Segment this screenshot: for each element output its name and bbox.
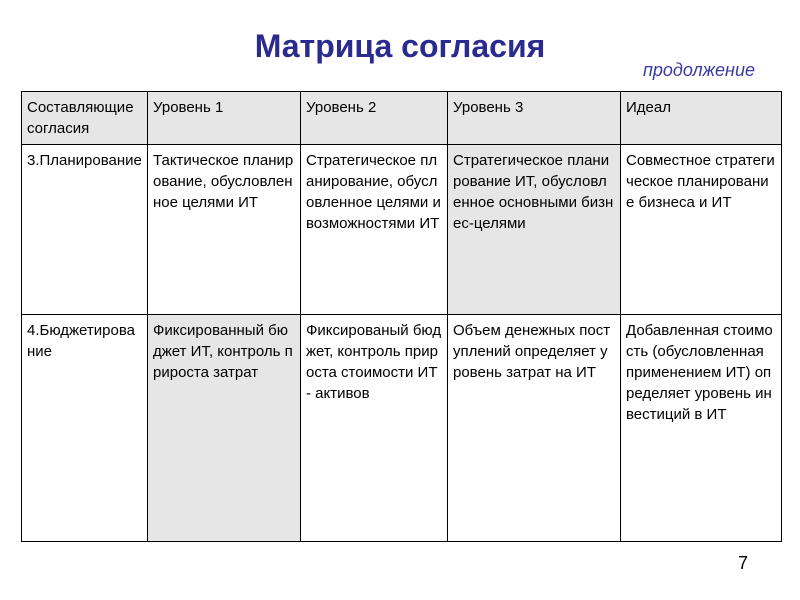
table-cell: Добавленная стоимость (обусловленная применением ИТ) определяет уровень инвестиций в ИТ xyxy=(621,315,782,542)
table-cell-highlighted: Стратегическое планирование ИТ, обусловленное основными бизнес-целями xyxy=(448,145,621,315)
table-cell: 4.Бюджетирование xyxy=(22,315,148,542)
table-cell: Объем денежных поступлений определяет уровень затрат на ИТ xyxy=(448,315,621,542)
page-number: 7 xyxy=(738,553,749,573)
slide-title: Матрица согласия xyxy=(254,28,546,64)
header-cell-level-1: Уровень 1 xyxy=(148,92,301,145)
header-cell-ideal: Идеал xyxy=(621,92,782,145)
header-cell-component: Составляющие согласия xyxy=(22,92,148,145)
table-cell: Фиксированый бюджет, контроль прироста стоимости ИТ - активов xyxy=(301,315,448,542)
table-row-planning xyxy=(22,145,782,315)
header-cell-level-3: Уровень 3 xyxy=(448,92,621,145)
table-cell: Тактическое планирование, обусловленное целями ИТ xyxy=(148,145,301,315)
table-cell-highlighted: Фиксированный бюджет ИТ, контроль прироста затрат xyxy=(148,315,301,542)
subtitle: продолжение xyxy=(643,60,755,80)
table-header-row xyxy=(22,92,782,145)
header-cell-level-2: Уровень 2 xyxy=(301,92,448,145)
alignment-matrix-table xyxy=(21,91,782,542)
table-cell: 3.Планирование xyxy=(22,145,148,315)
table-row-budgeting xyxy=(22,315,782,542)
table-cell: Совместное стратегическое планирование бизнеса и ИТ xyxy=(621,145,782,315)
table-cell: Стратегическое планирование, обусловленное целями и возможностями ИТ xyxy=(301,145,448,315)
